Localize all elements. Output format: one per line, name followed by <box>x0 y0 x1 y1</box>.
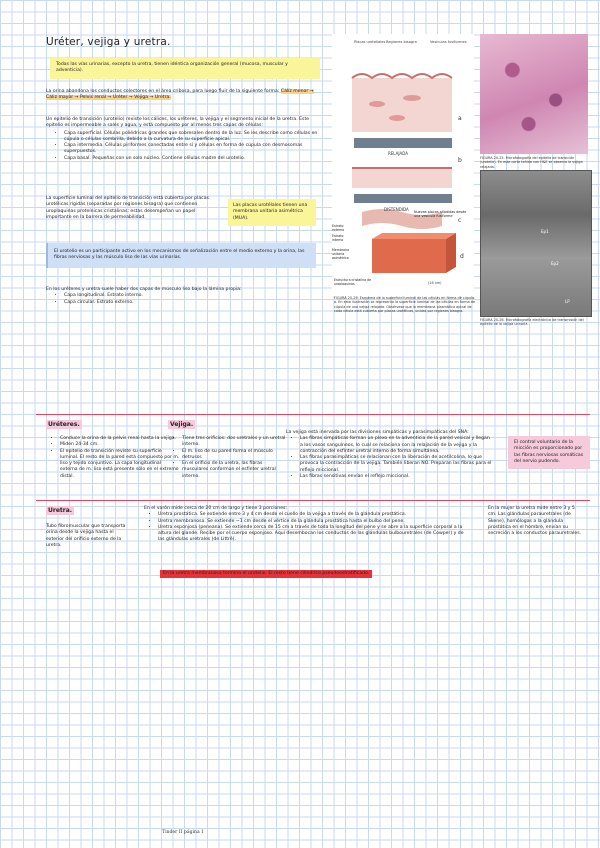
voluntary-control-box: El control voluntario de la micción es proporcionado por las fibras nerviosas somáticas del nervio pudendo. <box>508 436 590 469</box>
crystal-side <box>446 233 456 273</box>
male-urethra-intro: En el varón mide cerca de 20 cm de largo y tiene 3 porciones: <box>144 506 287 511</box>
layer-intermedia: • Capa intermedia. Células piriformes conectadas entre sí y células en forma de cúpula con desmosomas superpuestos. <box>64 143 322 156</box>
fig2-caption: FIGURA 20-25. Microfotografía del epitelio de transición (urotelio). En este corte teñido con H&E se observa la vejiga relajada. <box>480 156 583 169</box>
label-distended: DISTENDIDA <box>384 207 409 212</box>
epithelium-layers-list <box>46 131 322 162</box>
layer-basal: • Capa basal. Pequeñas con un solo núcleo. Contiene células madre del urotelio. <box>64 156 322 162</box>
urethra-title: Uretra. <box>48 507 73 514</box>
label-plates: Placas uroteliales <box>354 40 386 44</box>
urethra-definition: Tubo fibromuscular que transporta orina desde la vejiga hasta el exterior del orificio externo de la uretra. <box>46 524 126 548</box>
female-urethra: En la mujer la uretra mide entre 3 y 5 cm. Las glándulas parauretrales (de Skene), homólogas a la glándula prostática en el hombre, envían su secreción a los conductos parauretrales. <box>488 506 582 537</box>
flow-intro: La orina abandona los conductos colectores en el área cribosa, para luego fluir de la siguiente forma: <box>46 89 280 94</box>
fig1-label-crystal: Estructura cristalina de uroplaquinas <box>334 278 372 286</box>
relaxed-membrane <box>352 74 452 78</box>
electron-micrograph <box>480 170 592 317</box>
fig1-label-mua: Membrana unitaria asimétrica <box>332 248 350 260</box>
label-d: d <box>460 253 464 260</box>
urothelium-micrograph <box>480 34 588 154</box>
label-a: a <box>458 115 462 122</box>
muscle-text: En los uréteres y uretra suele haber dos capas de músculo liso bajo la lámina propia: <box>46 287 242 292</box>
intro-box: Todas las vías urinarias, excepto la uretra, tienen idéntica organización general (mucosa, muscular y adventicia). <box>50 58 320 79</box>
innervation-parasympathetic: • Las fibras parasimpáticas se relacionan con la liberación de acetilcolina, lo que provoca la contracción de la vejiga. También liberan NO. Preparan las fibras para el reflejo miccional. <box>300 455 492 474</box>
relaxed-cell <box>352 78 452 132</box>
page-title: Uréter, vejiga y uretra. <box>46 36 171 48</box>
bladder-title: Vejiga. <box>170 421 194 428</box>
epithelium-paragraph: Un epitelio de transición (urotelio) reviste los cálices, los uréteres, la vejiga y el segmento inicial de la uretra. Este epitelio es impermeable a sales y agua, y está compuesto por al menos tres capas de células: <box>46 117 310 129</box>
innervation-sympathetic: • Las fibras simpáticas forman un plexo en la adventicia de la pared vesical y llegan a los vasos sanguíneos, lo cual se relaciona con la relajación de la vejiga y la contracción del esfínter uretral interno de forma simultánea. <box>300 436 492 455</box>
innervation-list <box>286 436 492 480</box>
relaxed-bar <box>354 138 452 148</box>
tem-label-lp: LP <box>565 299 570 304</box>
flow-path: Cálíz menor → Cáliz mayor → Pelvis renal → Uréter → Vejiga → Uretra. <box>46 89 314 101</box>
uroplakin-diagram <box>332 34 474 296</box>
label-16nm: (16 nm) <box>428 281 442 285</box>
urothelial-plates-box: Las placas urotélales tienen una membrana unitaria asimétrica (MUA). <box>228 199 316 226</box>
tem-label-ep1: Ep1 <box>541 229 549 234</box>
fig1-caption: FIGURA 20-29. Esquema de la superficie luminal de las células en forma de cúpula. a. En esta ilustración se representa la superficie luminal de las células en forma de cúpula de una vejiga relajada. Obsérvese que la membrana plasmática apical de cada célula está cubierta por placas urotélicas, unidas por regiones bisagra. <box>334 296 476 314</box>
urethra-prostatic: • Uretra prostática. Se extiende entre 3 y 4 cm desde el cuello de la vejiga a través de la glándula prostática. <box>158 512 470 518</box>
tem-label-ep2: Ep2 <box>551 261 559 266</box>
crystal-block <box>372 239 446 273</box>
label-b: b <box>458 157 462 164</box>
fig3-caption: FIGURA 20-26. Microfotografía electrónica de transmisión del epitelio de la vejiga urinaria. <box>480 318 584 327</box>
ureter-fact-1: • Conduce la orina de la pelvis renal hasta la vejiga. <box>60 436 180 442</box>
distended-cell <box>352 168 452 188</box>
innervation-section <box>286 430 492 480</box>
ureter-fact-3: • El epitelio de transición reviste su superficie luminal. El resto de la pared está compuesto por m. liso y tejido conjuntivo. La capa longitudinal externa de m. liso está presente sólo en el extremo distal. <box>60 449 180 480</box>
vesicle-1 <box>369 101 385 107</box>
label-c: c <box>458 217 462 224</box>
crystal-structure <box>372 233 456 273</box>
fig1-label-outer: Estrato externo <box>332 224 345 232</box>
layer-superficial: • Capa superficial. Células poliédricas grandes que sobresalen dentro de la luz. Se les describe como células en cúpula o células sombrilla, debido a la curvatura de su superficie apical. <box>64 131 322 144</box>
signaling-box: El urotelio es un participante activo en los mecanismos de señalización entre el medio externo y la orina, las fibras nerviosas y las músculo liso de las vías urinarias. <box>46 243 316 268</box>
divider-1 <box>36 414 590 415</box>
ureters-list <box>46 436 180 480</box>
muscle-longitudinal: • Capa longitudinal. Estrato interno. <box>64 293 316 299</box>
innervation-sensory: • Las fibras sensitivas envían el reflejo miccional. <box>300 474 492 480</box>
label-relaxed: RELAJADA <box>388 151 408 156</box>
muscle-section <box>46 287 316 306</box>
fig1-label-new-plates: Nuevas placas añadidas desde una vesícula fusiforme <box>414 210 467 219</box>
distended-bar <box>354 194 452 203</box>
page-footer: Tinder II página 1 <box>162 830 205 835</box>
muscle-circular: • Capa circular. Estrato externo. <box>64 300 316 306</box>
vesicle-2 <box>403 95 421 101</box>
urethra-membranous: • Uretra membranosa. Se extiende ~1 cm desde el vértice de la glándula prostática hasta el bulbo del pene. <box>158 519 470 525</box>
urethra-spongy: • Uretra esponjosa (peneana). Se extiende cerca de 15 cm a través de toda la longitud del pene y se abre a la superficie corporal a la altura del glande. Recibe por el cuerpo esponjoso. Aquí desembocan los conductos de las glándulas bulbouretrales (de Cowper) y de las glándulas uretrales (de Littré). <box>158 525 470 544</box>
bladder-fact-2: • El m. liso de su pared forma el músculo detrusor. <box>182 449 290 462</box>
urethra-red-note: En la uretra membranosa termina el urotelio. El resto tiene cilíndrico pseudoestratificado. <box>160 570 372 578</box>
innervation-intro: La vejiga está inervada por las divisiones simpáticas y parasimpáticas del SNA: <box>286 430 469 435</box>
vesicle-3 <box>389 115 405 121</box>
ureters-title: Uréteres. <box>48 421 80 428</box>
divider-2 <box>36 500 590 501</box>
label-vesicles: Vesículas fusiformes <box>430 40 467 44</box>
muscle-list <box>46 293 316 306</box>
bladder-list <box>168 436 290 480</box>
flow-text <box>46 89 316 102</box>
male-urethra-parts <box>144 512 470 543</box>
ureter-fact-2: • Miden 24-34 cm. <box>60 442 180 448</box>
epithelium-section <box>46 117 322 162</box>
fig1-label-inner: Estrato interno <box>332 234 344 242</box>
bladder-fact-1: • Tiene tres orificios: dos uretrales y un uretral interno. <box>182 436 290 449</box>
label-hinge: Regiones bisagra <box>386 40 417 44</box>
bladder-fact-3: • En el orificio de la uretra, las fibras musculares conforman el esfínter uretral interno. <box>182 461 290 480</box>
male-urethra-section <box>144 506 470 544</box>
crystal-top <box>372 233 456 239</box>
luminal-text: La superficie luminal del epitelio de transición está cubierta por placas urotélicas rígidas (separadas por regiones bisagra) que contienen uroplaquinas proteínicas cristalinas; estas desempeñan un papel importante en la barrera de permeabilidad. <box>46 196 209 220</box>
